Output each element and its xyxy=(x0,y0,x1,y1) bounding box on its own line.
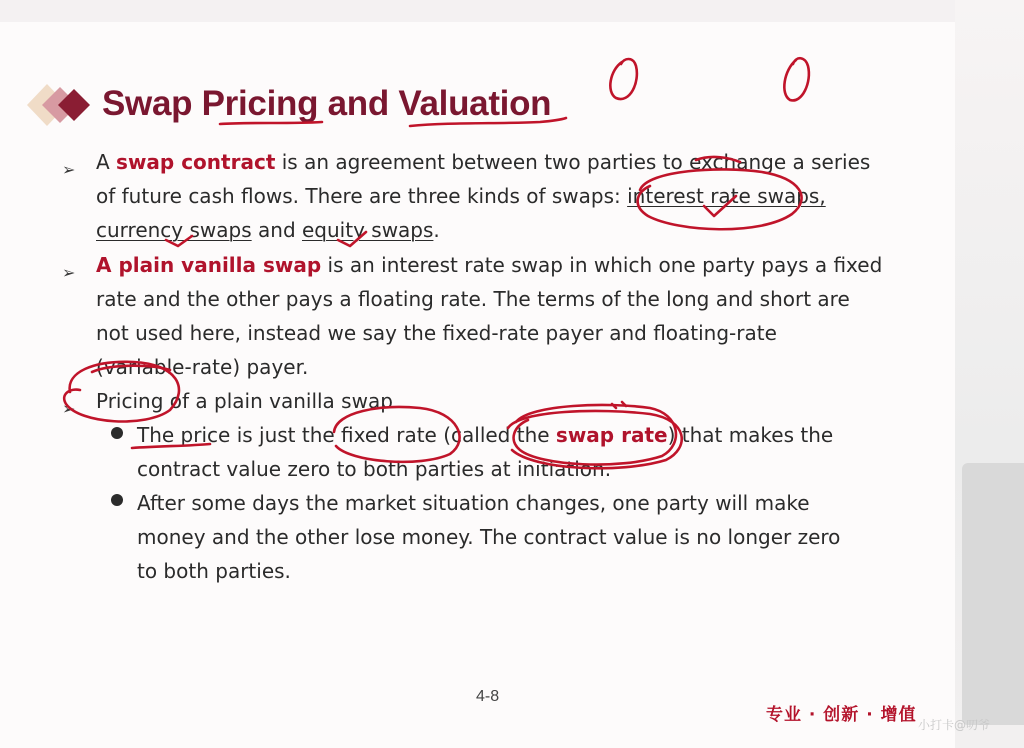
footer-logo: 专业 · 创新 · 增值 xyxy=(766,705,917,725)
sub-bullet-2-line-1: After some days the market situation changes, one party will make xyxy=(137,491,810,515)
bullet-1-line-1: A swap contract is an agreement between two parties to exchange a series xyxy=(96,150,871,174)
bullet-1-line-3: currency swaps and equity swaps. xyxy=(96,218,440,242)
bullet-2-line-2: rate and the other pays a floating rate. The terms of the long and short are xyxy=(96,287,850,311)
sub-bullet-1-line-1: The price is just the fixed rate (called the swap rate) that makes the xyxy=(137,423,834,447)
arrow-bullet-icon: ➢ xyxy=(62,399,76,418)
round-bullet-icon xyxy=(111,427,123,439)
arrow-bullet-icon: ➢ xyxy=(62,160,76,179)
title-diamonds-icon xyxy=(27,84,97,126)
bullet-3-label: Pricing of a plain vanilla swap xyxy=(96,389,393,413)
bullet-1-line-2: of future cash flows. There are three kinds of swaps: interest rate swaps, xyxy=(96,184,826,208)
bullet-2-line-3: not used here, instead we say the fixed-rate payer and floating-rate xyxy=(96,321,777,345)
round-bullet-icon xyxy=(111,494,123,506)
right-side-panel xyxy=(962,463,1024,725)
page-title: Swap Pricing and Valuation xyxy=(102,84,552,123)
bullet-2-line-1: A plain vanilla swap is an interest rate swap in which one party pays a fixed xyxy=(96,253,883,277)
watermark: 小打卡@叨爷 xyxy=(918,718,991,732)
sub-bullet-1-line-2: contract value zero to both parties at initiation. xyxy=(137,457,612,481)
page-number: 4-8 xyxy=(476,688,500,705)
sub-bullet-2-line-3: to both parties. xyxy=(137,559,291,583)
arrow-bullet-icon: ➢ xyxy=(62,263,76,282)
bullet-2-line-4: (variable-rate) payer. xyxy=(96,355,309,379)
sub-bullet-2-line-2: money and the other lose money. The contract value is no longer zero xyxy=(137,525,841,549)
